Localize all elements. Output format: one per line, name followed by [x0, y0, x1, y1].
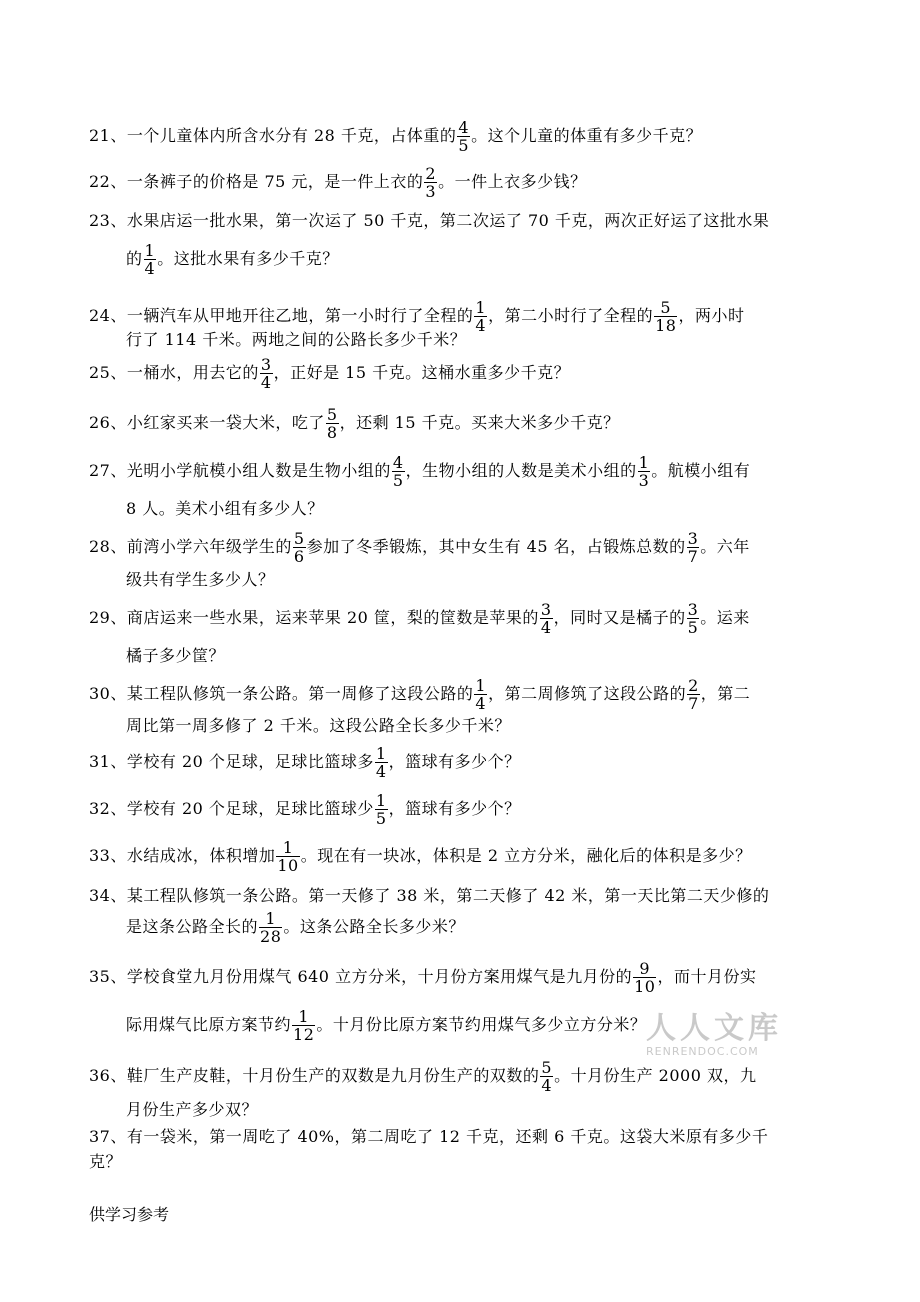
problem-21: 21、一个儿童体内所含水分有 28 千克，占体重的 $\frac{4}{5}$ 。这个儿童的体重有多少千克？ [89, 118, 703, 155]
problem-27: 27、光明小学航模小组人数是生物小组的 $\frac{4}{5}$ ，生物小组的人数是美术小组的 $\frac{1}{3}$ 。航模小组有 [89, 453, 751, 490]
fraction: $\frac{3}{4}$ [540, 600, 552, 637]
problem-29: 29、商店运来一些水果，运来苹果 20 筐，梨的筐数是苹果的 $\frac{3}{4}$ ，同时又是橘子的 $\frac{3}{5}$ 。运来 [89, 600, 750, 637]
problem-24: 24、一辆汽车从甲地开往乙地，第一小时行了全程的 $\frac{1}{4}$ ，第二小时行了全程的 $\frac{5}{18}$ ，两小时 [89, 298, 745, 335]
fraction: $\frac{4}{5}$ [458, 118, 470, 155]
problem-26: 26、小红家买来一袋大米，吃了 $\frac{5}{8}$ ，还剩 15 千克。买来大米多少千克？ [89, 405, 620, 442]
problem-30-cont: 周比第一周多修了 2 千米。这段公路全长多少千米？ [126, 716, 511, 735]
fraction: $\frac{3}{4}$ [260, 355, 272, 392]
problem-37: 37、有一袋米，第一周吃了 40%，第二周吃了 12 千克，还剩 6 千克。这袋大米原有多少千 [89, 1127, 769, 1146]
problem-36: 36、鞋厂生产皮鞋，十月份生产的双数是九月份生产的双数的 $\frac{5}{4}$ 。十月份生产 2000 双，九 [89, 1058, 757, 1095]
problem-23: 23、水果店运一批水果，第一次运了 50 千克，第二次运了 70 千克，两次正好运了这批水果 [89, 211, 770, 230]
fraction: $\frac{2}{3}$ [425, 164, 437, 201]
fraction: $\frac{1}{4}$ [475, 298, 487, 335]
fraction: $\frac{1}{4}$ [475, 676, 487, 713]
problem-28-cont: 级共有学生多少人？ [126, 570, 275, 589]
fraction: $\frac{1}{4}$ [144, 241, 156, 278]
problem-35-cont: 际用煤气比原方案节约 $\frac{1}{12}$ 。十月份比原方案节约用煤气多少立方分米？ [126, 1007, 647, 1044]
problem-35: 35、学校食堂九月份用煤气 640 立方分米，十月份方案用煤气是九月份的 $\frac{9}{10}$ ，而十月份实 [89, 959, 757, 996]
problem-32: 32、学校有 20 个足球，足球比篮球少 $\frac{1}{5}$ ，篮球有多少个？ [89, 791, 521, 828]
problem-34: 34、某工程队修筑一条公路。第一天修了 38 米，第二天修了 42 米，第一天比第二天少修的 [89, 886, 770, 905]
problem-31: 31、学校有 20 个足球，足球比篮球多 $\frac{1}{4}$ ，篮球有多少个？ [89, 744, 521, 781]
fraction: $\frac{5}{18}$ [655, 298, 677, 335]
page-footer: 供学习参考 [89, 1205, 170, 1224]
fraction: $\frac{9}{10}$ [634, 959, 656, 996]
problem-25: 25、一桶水，用去它的 $\frac{3}{4}$ ，正好是 15 千克。这桶水重多少千克？ [89, 355, 571, 392]
fraction: $\frac{1}{4}$ [375, 744, 387, 781]
fraction: $\frac{3}{5}$ [687, 600, 699, 637]
problem-29-cont: 橘子多少筐？ [126, 646, 226, 665]
problem-24-cont: 行了 114 千米。两地之间的公路长多少千米？ [126, 330, 467, 349]
watermark-url: RENRENDOC.COM [646, 1045, 759, 1058]
problem-22: 22、一条裤子的价格是 75 元，是一件上衣的 $\frac{2}{3}$ 。一件上衣多少钱？ [89, 164, 587, 201]
fraction: $\frac{1}{28}$ [260, 909, 282, 946]
problem-30: 30、某工程队修筑一条公路。第一周修了这段公路的 $\frac{1}{4}$ ，第二周修筑了这段公路的 $\frac{2}{7}$ ，第二 [89, 676, 751, 713]
problem-34-cont: 是这条公路全长的 $\frac{1}{28}$ 。这条公路全长多少米？ [126, 909, 465, 946]
fraction: $\frac{3}{7}$ [687, 529, 699, 566]
problem-27-cont: 8 人。美术小组有多少人？ [126, 499, 324, 518]
problem-23-cont: 的 $\frac{1}{4}$ 。这批水果有多少千克？ [126, 241, 339, 278]
fraction: $\frac{4}{5}$ [392, 453, 404, 490]
fraction: $\frac{2}{7}$ [688, 676, 699, 713]
fraction: $\frac{5}{4}$ [541, 1058, 553, 1095]
problem-36-cont: 月份生产多少双？ [126, 1100, 259, 1119]
problem-37-cont: 克？ [89, 1152, 123, 1171]
watermark [646, 1012, 782, 1058]
fraction: $\frac{5}{8}$ [326, 405, 338, 442]
fraction: $\frac{5}{6}$ [293, 529, 305, 566]
fraction: $\frac{1}{10}$ [277, 838, 299, 875]
fraction: $\frac{1}{3}$ [638, 453, 650, 490]
fraction: $\frac{1}{5}$ [375, 791, 387, 828]
problem-28: 28、前湾小学六年级学生的 $\frac{5}{6}$ 参加了冬季锻炼，其中女生有 45 名，占锻炼总数的 $\frac{3}{7}$ 。六年 [89, 529, 750, 566]
problem-33: 33、水结成冰，体积增加 $\frac{1}{10}$ 。现在有一块冰，体积是 2 立方分米，融化后的体积是多少？ [89, 838, 752, 875]
watermark-title: 人人文库 [646, 1011, 782, 1046]
fraction: $\frac{1}{12}$ [293, 1007, 315, 1044]
